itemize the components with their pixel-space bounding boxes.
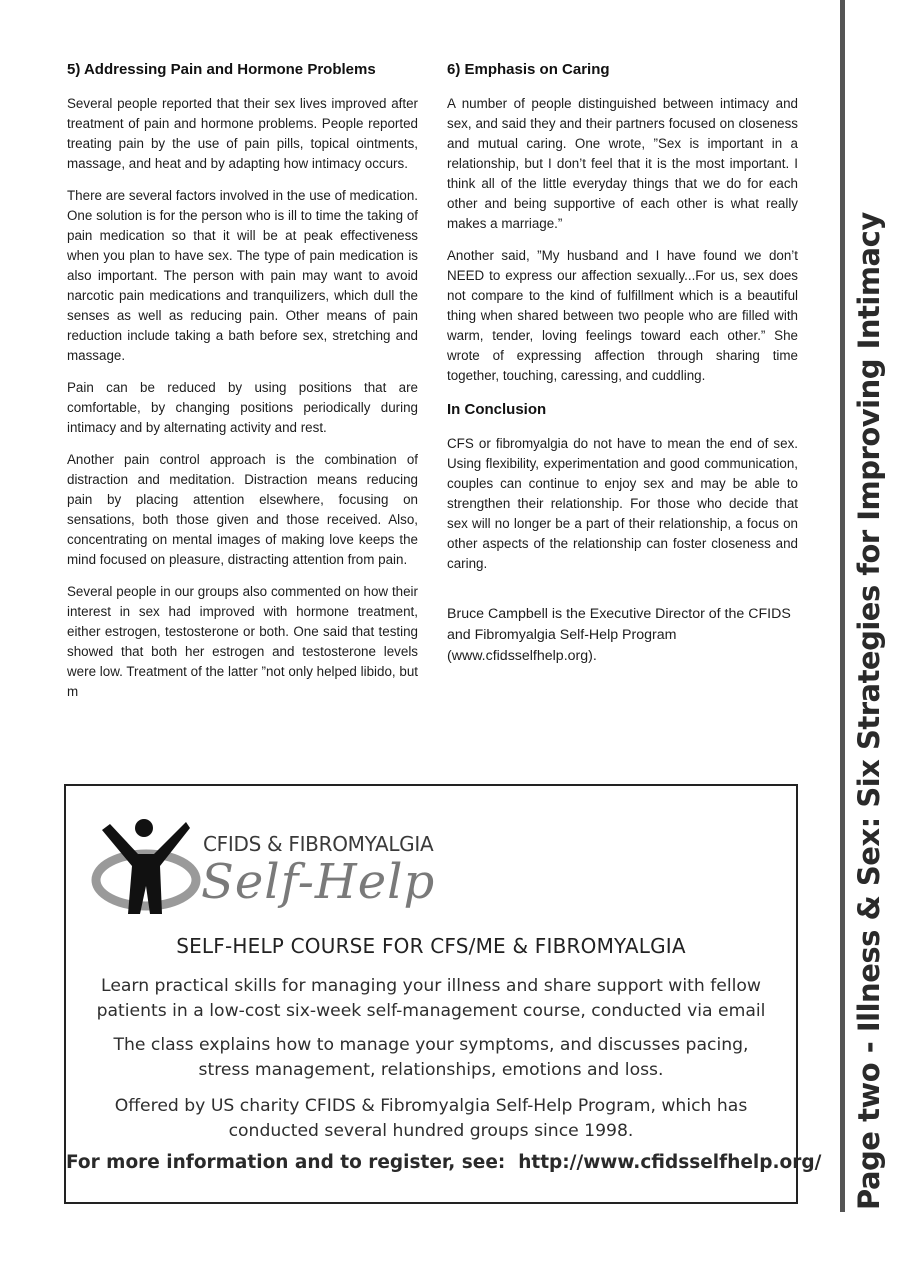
logo-text-self-help: Self-Help	[201, 854, 436, 910]
paragraph: There are several factors involved in the use of medication. One solution is for the person who is ill to time the taking of pain medication so that it will be at peak effectiveness when you plan to have sex. The type of pain medication is also important. The person with pain may want to avoid narcotic pain medications and tranquilizers, which dull the senses as well as reducing pain. Other means of pain reduction include taking a bath before sex, stretching and massage.	[67, 188, 418, 363]
ad-paragraph: The class explains how to manage your symptoms, and discusses pacing, stress management, relationships, emotions and loss.	[113, 1035, 749, 1080]
section-heading-conclusion: In Conclusion	[447, 401, 547, 418]
author-bio: Bruce Campbell is the Executive Director of the CFIDS and Fibromyalgia Self-Help Program (www.cfidsselfhelp.org).	[447, 606, 791, 664]
left-column	[67, 58, 418, 714]
ad-heading: SELF-HELP COURSE FOR CFS/ME & FIBROMYALGIA	[176, 934, 686, 958]
section-heading-caring: 6) Emphasis on Caring	[447, 61, 610, 78]
ad-call-to-action	[66, 1152, 822, 1173]
paragraph: Another said, ”My husband and I have found we don’t NEED to express our affection sexually...For us, sex does not compare to the kind of fulfillment which is a beautiful thing when shared between two people who are filled with warm, tender, loving feelings toward each other.” She wrote of expressing affection through sharing time together, touching, caressing, and cuddling.	[447, 248, 798, 383]
ad-paragraph: Offered by US charity CFIDS & Fibromyalgia Self-Help Program, which has conducted several hundred groups since 1998.	[114, 1096, 748, 1141]
right-column	[447, 58, 798, 679]
cta-text: For more information and to register, see:	[66, 1152, 506, 1173]
page-title-vertical: Page two - Illness & Sex: Six Strategies for Improving Intimacy	[852, 212, 886, 1210]
section-heading-pain-hormone: 5) Addressing Pain and Hormone Problems	[67, 61, 376, 78]
cta-url-link[interactable]: http://www.cfidsselfhelp.org/	[518, 1152, 822, 1173]
paragraph: Several people reported that their sex lives improved after treatment of pain and hormone problems. People reported treating pain by the use of pain pills, topical ointments, massage, and heat and by adapting how intimacy occurs.	[67, 96, 418, 171]
paragraph: Another pain control approach is the combination of distraction and meditation. Distraction means reducing pain by placing attention elsewhere, focusing on sensations, both those given and those received. Also, concentrating on mental images of making love keeps the mind focused on pleasure, distracting attention from pain.	[67, 452, 418, 567]
side-divider	[840, 0, 845, 1212]
logo-text-org: CFIDS & FIBROMYALGIA	[203, 832, 434, 856]
ad-paragraph: Learn practical skills for managing your illness and share support with fellow patients in a low-cost six-week self-management course, conducted via email	[96, 976, 766, 1021]
paragraph: Several people in our groups also commented on how their interest in sex had improved with hormone treatment, either estrogen, testosterone or both. One said that testing showed that both her estrogen and testosterone levels were low. Treatment of the latter ”not only helped libido, but m	[67, 584, 418, 699]
figure-logo-icon	[88, 814, 208, 926]
self-help-logo	[88, 814, 488, 926]
paragraph: Pain can be reduced by using positions that are comfortable, by changing positions periodically during intimacy and by alternating activity and rest.	[67, 380, 418, 435]
paragraph: A number of people distinguished between intimacy and sex, and said they and their partners focused on closeness and mutual caring. One wrote, ”Sex is important in a relationship, but I don’t feel that it is the most important. I think all of the little everyday things that we do for each other and being supportive of each other is what really makes a marriage.”	[447, 96, 798, 231]
conclusion-paragraph: CFS or fibromyalgia do not have to mean the end of sex. Using flexibility, experimentation and good communication, couples can continue to enjoy sex and may be able to strengthen their relationship. For those who decide that sex will no longer be a part of their relationship, a focus on other aspects of the relationship can foster closeness and caring.	[447, 436, 798, 571]
course-advertisement	[64, 784, 822, 1204]
